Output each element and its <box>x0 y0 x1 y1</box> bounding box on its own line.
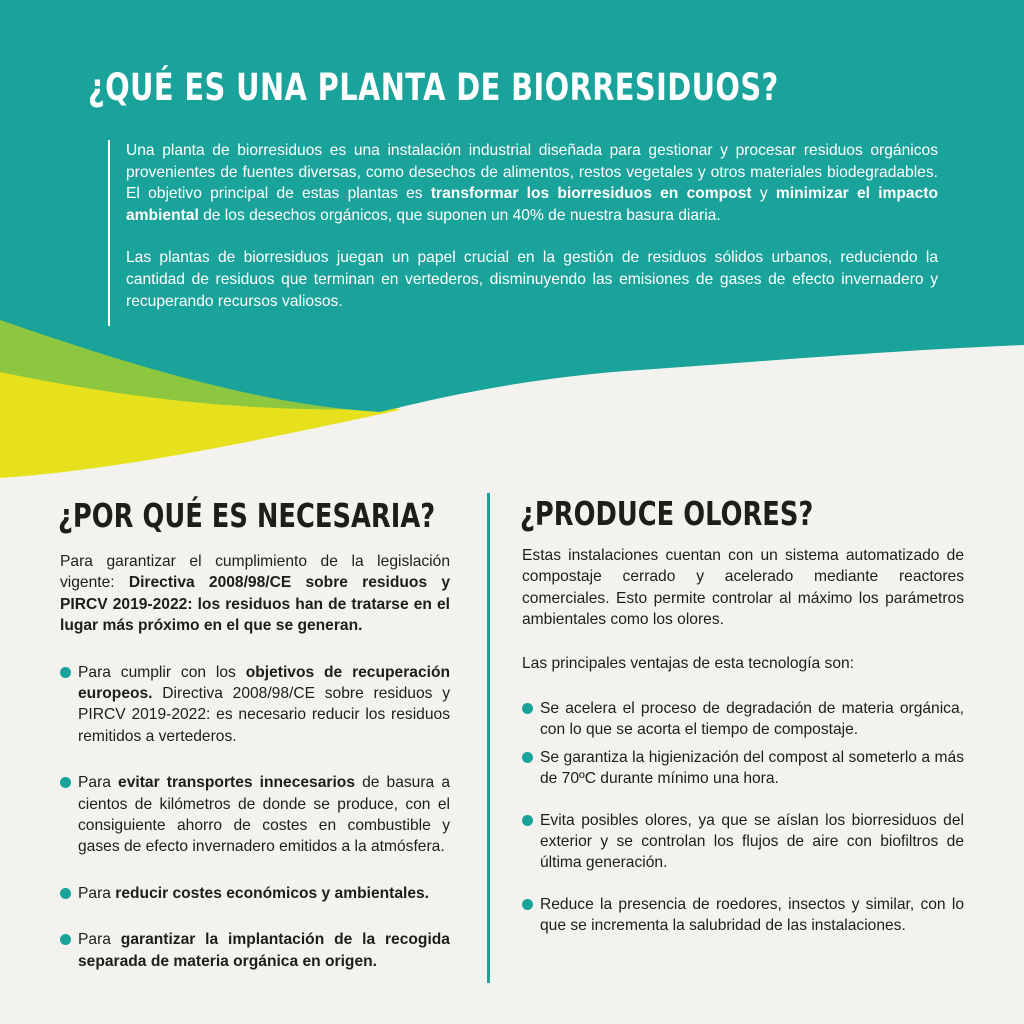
left-column <box>60 551 450 972</box>
list-item: Para evitar transportes innecesarios de basura a cientos de kilómetros de donde se produce, con el consiguiente ahorro de costes en combustible y gases de efecto invernadero emitidos a la atmósfera. <box>60 772 450 858</box>
page-title: ¿QUÉ ES UNA PLANTA DE BIORRESIDUOS? <box>88 66 779 109</box>
intro-paragraph-2: Las plantas de biorresiduos juegan un papel crucial en la gestión de residuos sólidos urbanos, reduciendo la cantidad de residuos que terminan en vertederos, disminuyendo las emisiones de gases de efecto invernadero y recuperando recursos valiosos. <box>126 249 938 310</box>
right-paragraph-1: Estas instalaciones cuentan con un sistema automatizado de compostaje cerrado y acelerado mediante reactores comerciales. Esto permite controlar al máximo los parámetros ambientales como los olores. <box>522 547 964 629</box>
bullet-dot-icon <box>60 667 71 678</box>
bullet-dot-icon <box>60 777 71 788</box>
bullet-dot-icon <box>60 934 71 945</box>
intro-block <box>108 140 938 326</box>
list-item: Para cumplir con los objetivos de recuperación europeos. Directiva 2008/98/CE sobre residuos y PIRCV 2019-2022: es necesario reducir los residuos remitidos a vertederos. <box>60 662 450 748</box>
list-item: Para reducir costes económicos y ambientales. <box>60 883 450 904</box>
right-bullet-list <box>522 698 964 937</box>
right-paragraph-2: Las principales ventajas de esta tecnología son: <box>522 654 855 672</box>
list-item: Reduce la presencia de roedores, insectos y similar, con lo que se incrementa la salubridad de las instalaciones. <box>522 894 964 937</box>
list-item: Evita posibles olores, ya que se aíslan los biorresiduos del exterior y se controlan los flujos de aire con biofiltros de última generación. <box>522 810 964 874</box>
right-column <box>522 545 964 937</box>
list-item: Para garantizar la implantación de la recogida separada de materia orgánica en origen. <box>60 929 450 972</box>
list-item: Se acelera el proceso de degradación de materia orgánica, con lo que se acorta el tiempo de compostaje. <box>522 698 964 741</box>
bullet-dot-icon <box>522 815 533 826</box>
left-lead-paragraph: Para garantizar el cumplimiento de la legislación vigente: Directiva 2008/98/CE sobre residuos y PIRCV 2019-2022: los residuos han de tratarse en el lugar más próximo en el que se generan. <box>60 553 451 635</box>
column-divider <box>487 493 490 983</box>
bullet-dot-icon <box>522 703 533 714</box>
bullet-dot-icon <box>60 888 71 899</box>
intro-paragraph-1: Una planta de biorresiduos es una instalación industrial diseñada para gestionar y procesar residuos orgánicos provenientes de fuentes diversas, como desechos de alimentos, restos vegetales y otros materiales biodegradables. El objetivo principal de estas plantas es transformar los biorresiduos en compost y minimizar el impacto ambiental de los desechos orgánicos, que suponen un 40% de nuestra basura diaria. <box>126 142 938 224</box>
list-item: Se garantiza la higienización del compost al someterlo a más de 70ºC durante mínimo una hora. <box>522 747 964 790</box>
bullet-dot-icon <box>522 899 533 910</box>
left-section-title: ¿POR QUÉ ES NECESARIA? <box>58 496 436 535</box>
bullet-dot-icon <box>522 752 533 763</box>
right-section-title: ¿PRODUCE OLORES? <box>520 494 814 533</box>
left-bullet-list <box>60 662 450 972</box>
